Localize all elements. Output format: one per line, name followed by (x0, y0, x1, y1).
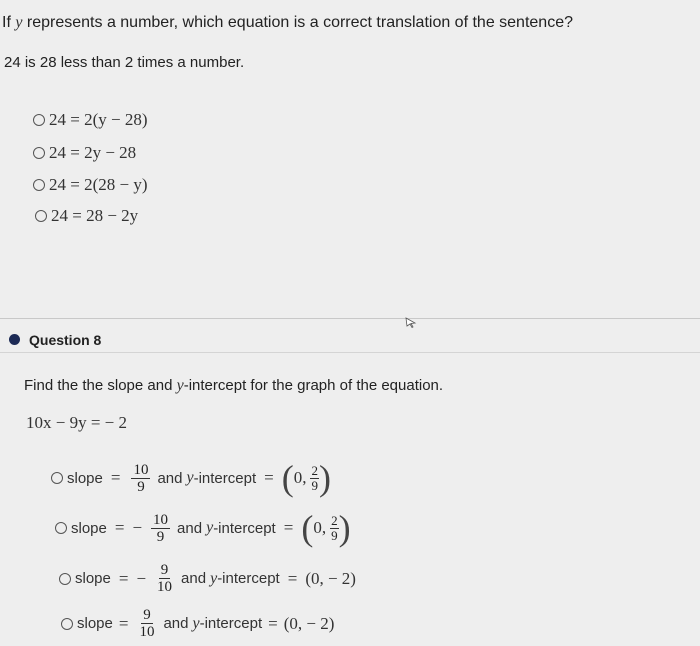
slope-fraction (155, 562, 174, 595)
equals-sign: = (118, 568, 129, 588)
prompt-part-b: -intercept for the graph of the equation. (183, 377, 444, 394)
slope-numerator: 9 (143, 607, 151, 623)
equals-sign: = (268, 613, 278, 633)
slope-label: slope (71, 519, 107, 537)
question8-equation: 10x − 9y = − 2 (26, 413, 128, 432)
equals-sign: = (264, 468, 274, 487)
intercept-point: (0, − 2) (283, 613, 335, 633)
prompt-part-a: Find the the slope and (24, 377, 177, 394)
prompt-suffix: represents a number, which equation is a correct translation of the sentence? (22, 14, 573, 31)
slope-label: slope (67, 469, 103, 487)
radio-button-icon[interactable] (33, 147, 45, 159)
point-denominator: 9 (311, 477, 318, 493)
slope-denominator: 9 (137, 478, 145, 495)
open-paren-icon: ( (281, 458, 294, 498)
radio-button-icon[interactable] (59, 573, 71, 585)
q7-option-4[interactable] (35, 206, 138, 226)
point-fraction (310, 464, 319, 493)
slope-denominator: 9 (156, 528, 165, 545)
intercept-variable: y (192, 614, 200, 632)
slope-denominator: 10 (139, 624, 155, 640)
open-paren-icon: ( (301, 508, 314, 548)
section-divider (0, 318, 700, 319)
prompt-variable: y (176, 377, 184, 394)
point-numerator: 2 (311, 462, 318, 478)
question7-sentence: 24 is 28 less than 2 times a number. (4, 54, 245, 71)
intercept-variable: y (186, 469, 194, 486)
header-divider (0, 352, 700, 353)
and-text: and (181, 570, 207, 587)
prompt-prefix: If (2, 14, 16, 31)
q8-option-4[interactable] (61, 607, 334, 640)
intercept-variable: y (210, 569, 218, 587)
point-fraction (330, 514, 339, 543)
slope-numerator: 10 (153, 511, 169, 528)
negative-sign: − (132, 518, 143, 537)
equals-sign: = (110, 468, 121, 487)
and-text: and (157, 469, 183, 487)
equals-sign: = (114, 518, 125, 537)
radio-button-icon[interactable] (51, 472, 63, 484)
option-equation: 24 = 2y − 28 (49, 143, 137, 162)
option-equation: 24 = 2(y − 28) (49, 110, 148, 129)
radio-button-icon[interactable] (33, 114, 45, 126)
negative-sign: − (136, 568, 147, 588)
slope-fraction (151, 512, 170, 545)
question7-prompt (2, 14, 573, 32)
q8-option-1[interactable] (51, 460, 331, 496)
q8-option-3[interactable] (59, 562, 356, 595)
q7-option-1[interactable] (33, 110, 148, 130)
slope-denominator: 10 (157, 579, 173, 595)
point-x: 0, (313, 518, 327, 537)
equals-sign: = (287, 568, 298, 588)
slope-label: slope (77, 615, 113, 632)
slope-numerator: 9 (160, 562, 169, 578)
intercept-label: -intercept (199, 615, 263, 632)
slope-fraction (137, 607, 156, 640)
option-equation: 24 = 2(28 − y) (49, 175, 148, 194)
q7-option-3[interactable] (33, 175, 148, 195)
radio-button-icon[interactable] (61, 618, 73, 630)
point-x: 0, (293, 468, 307, 487)
q7-option-2[interactable] (33, 143, 136, 163)
radio-button-icon[interactable] (55, 522, 67, 534)
point-denominator: 9 (331, 527, 338, 543)
intercept-label: -intercept (193, 469, 257, 487)
question-indicator-dot-icon (9, 334, 20, 345)
equals-sign: = (283, 518, 294, 537)
point-numerator: 2 (331, 512, 338, 528)
radio-button-icon[interactable] (35, 210, 47, 222)
intercept-variable: y (206, 519, 214, 536)
mouse-cursor-icon (404, 315, 418, 329)
slope-label: slope (75, 570, 111, 587)
equals-sign: = (118, 613, 129, 633)
close-paren-icon: ) (318, 458, 331, 498)
q8-option-2[interactable] (55, 510, 351, 546)
intercept-point: (0, − 2) (305, 568, 356, 588)
slope-numerator: 10 (133, 461, 149, 478)
close-paren-icon: ) (338, 508, 351, 548)
question8-prompt (24, 377, 443, 395)
question8-label: Question 8 (29, 332, 102, 348)
slope-fraction (131, 462, 150, 495)
intercept-label: -intercept (213, 519, 276, 537)
intercept-label: -intercept (217, 570, 280, 587)
radio-button-icon[interactable] (33, 179, 45, 191)
and-text: and (177, 519, 203, 537)
and-text: and (163, 615, 189, 632)
prompt-variable: y (15, 14, 23, 31)
option-equation: 24 = 28 − 2y (51, 206, 139, 225)
